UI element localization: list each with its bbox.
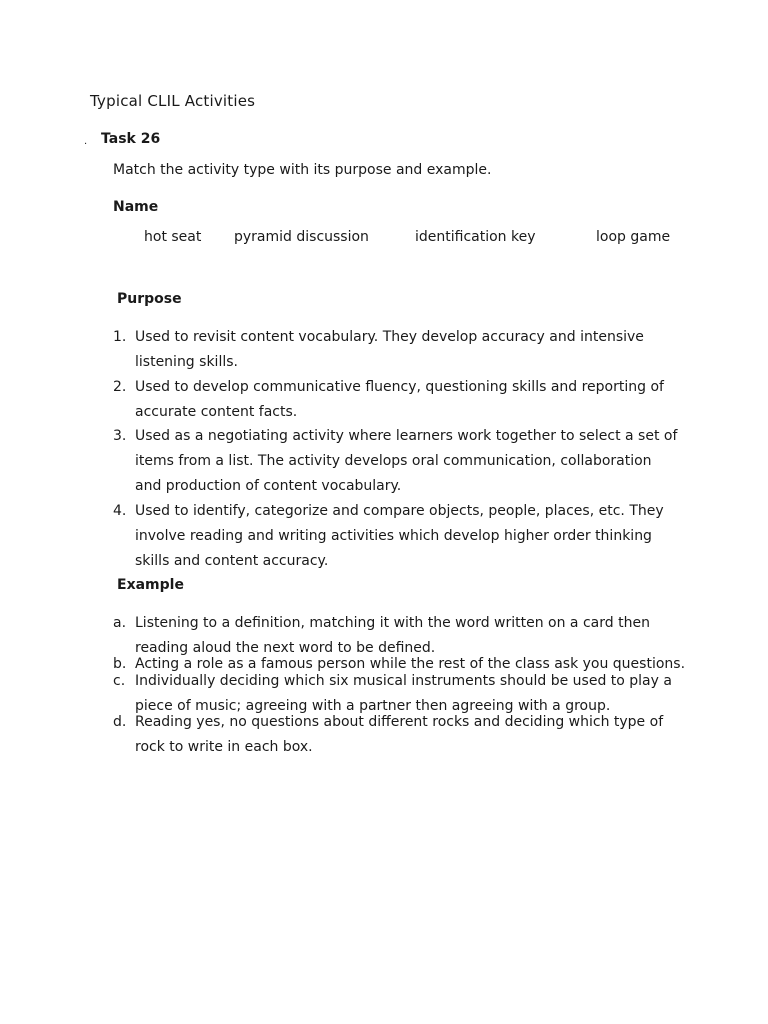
list-marker: 2.: [113, 379, 127, 395]
page-title: Typical CLIL Activities: [90, 92, 256, 110]
list-line: Reading yes, no questions about different rocks and deciding which type of: [135, 714, 664, 730]
purpose-heading: Purpose: [117, 291, 182, 307]
list-line: Listening to a definition, matching it with the word written on a card then: [135, 615, 650, 631]
name-item-loop-game: loop game: [596, 229, 671, 245]
list-line: rock to write in each box.: [135, 739, 313, 755]
name-item-pyramid-discussion: pyramid discussion: [234, 229, 369, 245]
list-line: accurate content facts.: [135, 404, 298, 420]
list-line: Acting a role as a famous person while the rest of the class ask you questions.: [135, 656, 686, 672]
list-line: Used to develop communicative fluency, questioning skills and reporting of: [135, 379, 664, 395]
list-line: Used to identify, categorize and compare objects, people, places, etc. They: [135, 503, 664, 519]
list-line: skills and content accuracy.: [135, 553, 329, 569]
list-marker: 4.: [113, 503, 127, 519]
list-line: Used to revisit content vocabulary. They develop accuracy and intensive: [135, 329, 644, 345]
list-marker: 1.: [113, 329, 127, 345]
list-marker: a.: [113, 615, 127, 631]
list-marker: c.: [113, 673, 126, 689]
list-line: listening skills.: [135, 354, 238, 370]
list-marker: b.: [113, 656, 127, 672]
list-line: involve reading and writing activities which develop higher order thinking: [135, 528, 652, 544]
task-instruction: Match the activity type with its purpose and example.: [113, 162, 492, 178]
list-marker: d.: [113, 714, 127, 730]
list-line: piece of music; agreeing with a partner then agreeing with a group.: [135, 698, 611, 714]
list-line: items from a list. The activity develops oral communication, collaboration: [135, 453, 652, 469]
example-heading: Example: [117, 577, 184, 593]
name-item-identification-key: identification key: [415, 229, 536, 245]
name-item-hot-seat: hot seat: [144, 229, 202, 245]
list-line: Used as a negotiating activity where learners work together to select a set of: [135, 428, 678, 444]
task-label: Task 26: [101, 131, 161, 147]
list-line: and production of content vocabulary.: [135, 478, 402, 494]
stray-mark: .: [84, 136, 88, 147]
name-heading: Name: [113, 199, 159, 215]
list-line: Individually deciding which six musical instruments should be used to play a: [135, 673, 672, 689]
list-marker: 3.: [113, 428, 127, 444]
list-line: reading aloud the next word to be defined.: [135, 640, 436, 656]
